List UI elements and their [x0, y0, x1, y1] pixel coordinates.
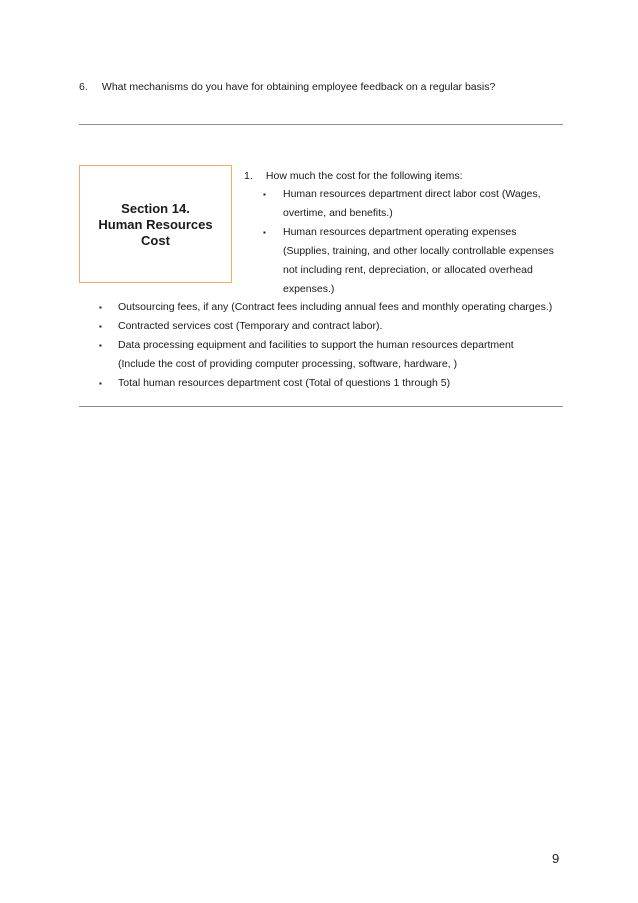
list-item-line: (Include the cost of providing computer processing, software, hardware, )	[118, 358, 458, 370]
list-item-line: Human resources department direct labor cost (Wages,	[283, 188, 541, 200]
square-bullet-icon: ▪	[99, 341, 102, 350]
square-bullet-icon: ▪	[263, 228, 266, 237]
list-item-line: not including rent, depreciation, or allocated overhead	[283, 264, 533, 276]
list-item	[262, 223, 572, 299]
cost-main-list	[99, 298, 569, 393]
question-1-text: How much the cost for the following items:	[265, 170, 463, 182]
question-1	[244, 170, 463, 182]
page-number: 9	[552, 851, 560, 866]
list-item	[99, 336, 569, 374]
section-title-line-2: Human Resources	[98, 217, 213, 232]
list-item-line: expenses.)	[283, 283, 335, 295]
cost-sub-list	[262, 185, 572, 299]
list-item-line: (Supplies, training, and other locally controllable expenses	[283, 245, 554, 257]
section-heading-box	[79, 165, 232, 283]
square-bullet-icon: ▪	[99, 303, 102, 312]
divider-bottom	[79, 406, 563, 407]
list-item-line: Data processing equipment and facilities to support the human resources department	[118, 339, 514, 351]
list-item-line: Contracted services cost (Temporary and contract labor).	[118, 320, 383, 332]
question-1-number: 1.	[244, 170, 253, 182]
question-6-number: 6.	[79, 81, 88, 93]
list-item-line: Outsourcing fees, if any (Contract fees including annual fees and monthly operating charges.)	[118, 301, 553, 313]
section-title-line-3: Cost	[141, 233, 170, 248]
list-item-line: Human resources department operating expenses	[283, 226, 517, 238]
list-item-line: Total human resources department cost (Total of questions 1 through 5)	[118, 377, 451, 389]
section-title-line-1: Section 14.	[121, 201, 190, 216]
question-6-text: What mechanisms do you have for obtaining employee feedback on a regular basis?	[101, 81, 496, 93]
square-bullet-icon: ▪	[99, 322, 102, 331]
divider-top	[79, 124, 563, 125]
list-item-line: overtime, and benefits.)	[283, 207, 393, 219]
square-bullet-icon: ▪	[263, 190, 266, 199]
section-title	[80, 201, 231, 249]
list-item	[262, 185, 572, 223]
list-item	[99, 317, 569, 336]
question-6	[79, 81, 495, 93]
list-item	[99, 374, 569, 393]
square-bullet-icon: ▪	[99, 379, 102, 388]
list-item	[99, 298, 569, 317]
